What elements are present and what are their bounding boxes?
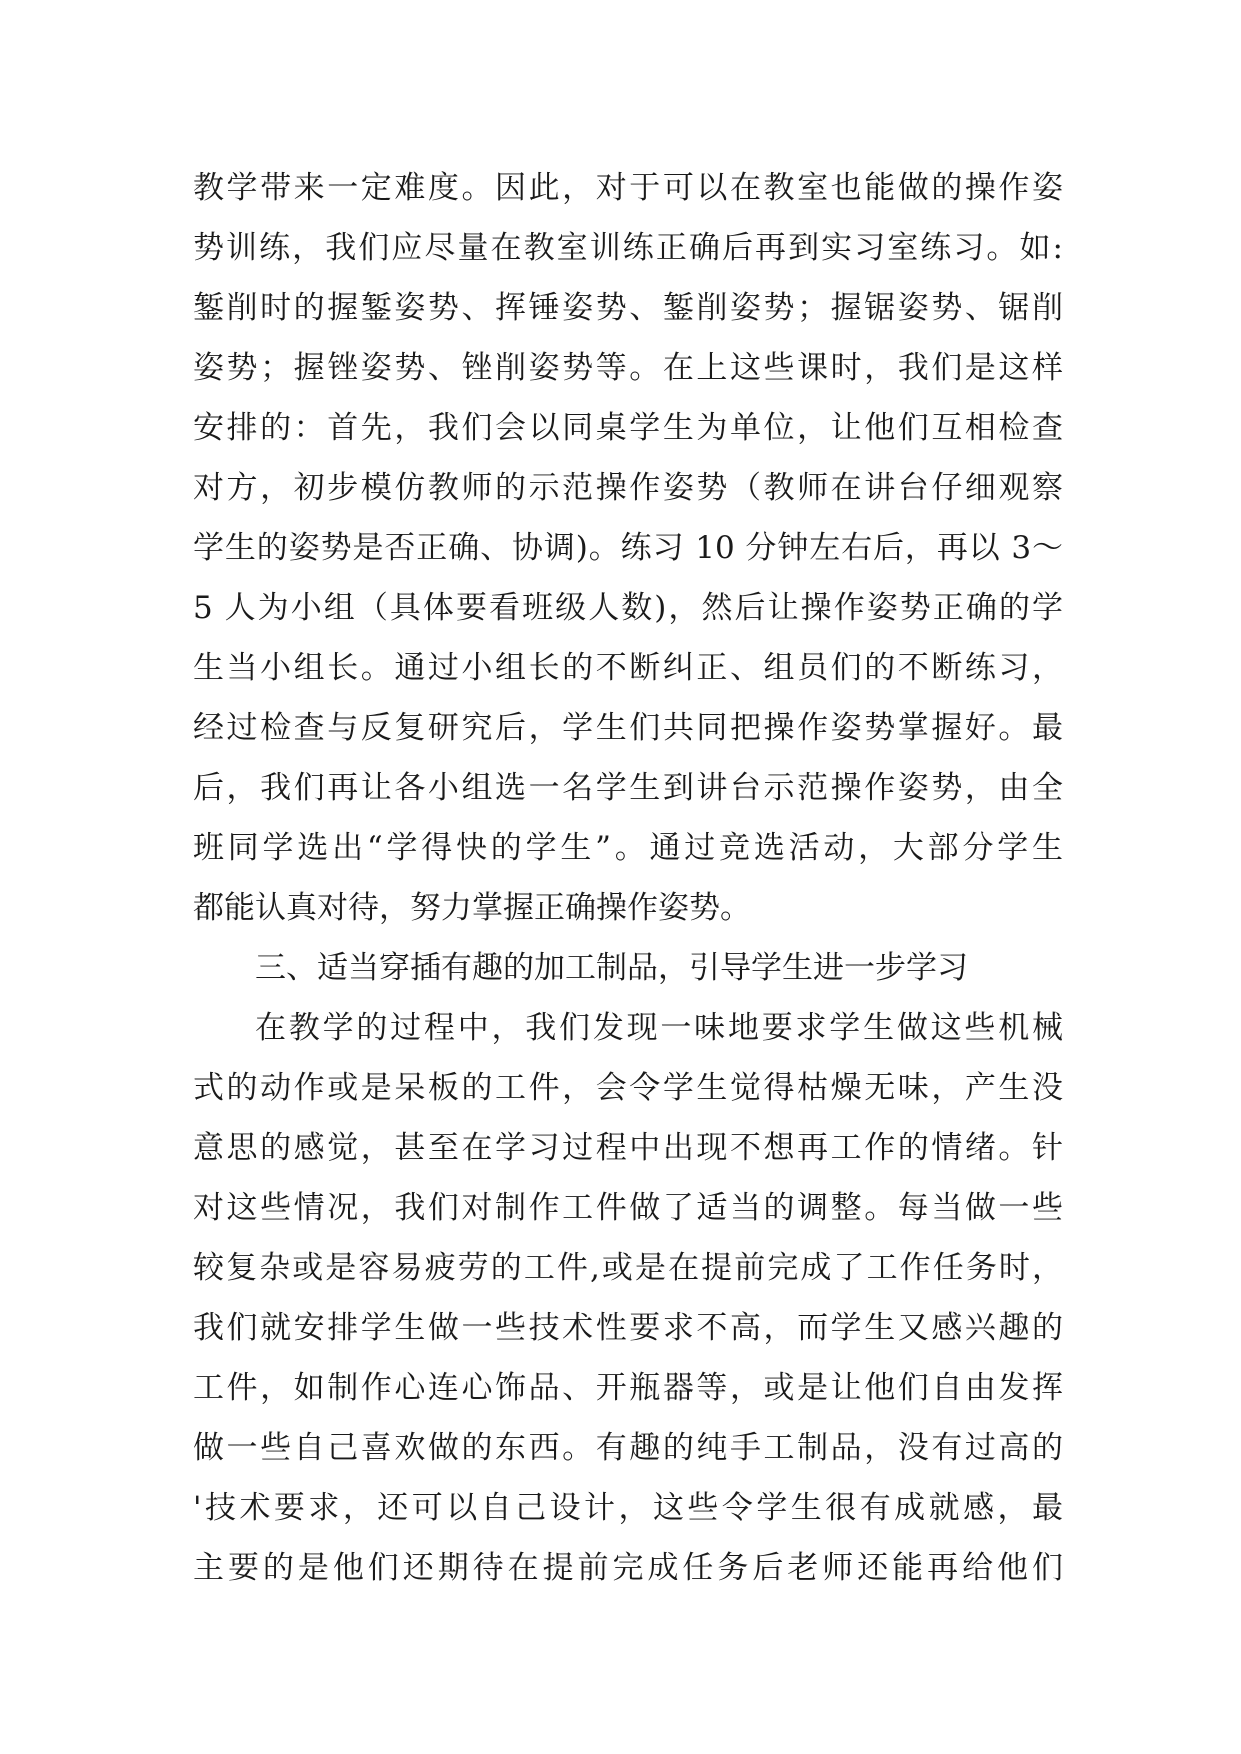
text-line: '技术要求，还可以自己设计，这些令学生很有成就感，最 [193,1490,1063,1526]
text-line: 班同学选出“学得快的学生”。通过竞选活动，大部分学生 [193,830,1063,866]
text-line: 安排的：首先，我们会以同桌学生为单位，让他们互相检查 [193,410,1063,446]
text-line: 经过检查与反复研究后，学生们共同把操作姿势掌握好。最 [193,710,1063,746]
text-line: 教学带来一定难度。因此，对于可以在教室也能做的操作姿 [193,170,1063,206]
text-line: 主要的是他们还期待在提前完成任务后老师还能再给他们 [193,1550,1063,1586]
text-line: 錾削时的握錾姿势、挥锤姿势、錾削姿势；握锯姿势、锯削 [193,290,1063,326]
paragraph-end-line: 都能认真对待，努力掌握正确操作姿势。 [193,890,751,926]
section-heading: 三、适当穿插有趣的加工制品，引导学生进一步学习 [255,950,968,986]
text-line: 势训练，我们应尽量在教室训练正确后再到实习室练习。如: [193,230,1063,266]
text-line: 对这些情况，我们对制作工件做了适当的调整。每当做一些 [193,1190,1063,1226]
body-text [193,158,1063,1598]
paragraph-start-line: 在教学的过程中，我们发现一味地要求学生做这些机械 [255,1010,1063,1046]
text-line: 5 人为小组（具体要看班级人数)，然后让操作姿势正确的学 [193,590,1063,626]
text-line: 学生的姿势是否正确、协调)。练习 10 分钟左右后，再以 3～ [193,530,1063,566]
text-line: 对方，初步模仿教师的示范操作姿势（教师在讲台仔细观察 [193,470,1063,506]
text-line: 姿势；握锉姿势、锉削姿势等。在上这些课时，我们是这样 [193,350,1063,386]
text-line: 工件，如制作心连心饰品、开瓶器等，或是让他们自由发挥 [193,1370,1063,1406]
text-line: 做一些自己喜欢做的东西。有趣的纯手工制品，没有过高的 [193,1430,1063,1466]
text-line: 意思的感觉，甚至在学习过程中出现不想再工作的情绪。针 [193,1130,1063,1166]
text-line: 较复杂或是容易疲劳的工件,或是在提前完成了工作任务时， [193,1250,1063,1286]
text-line: 式的动作或是呆板的工件，会令学生觉得枯燥无味，产生没 [193,1070,1063,1106]
text-line: 生当小组长。通过小组长的不断纠正、组员们的不断练习， [193,650,1063,686]
text-line: 我们就安排学生做一些技术性要求不高，而学生又感兴趣的 [193,1310,1063,1346]
text-line: 后，我们再让各小组选一名学生到讲台示范操作姿势，由全 [193,770,1063,806]
